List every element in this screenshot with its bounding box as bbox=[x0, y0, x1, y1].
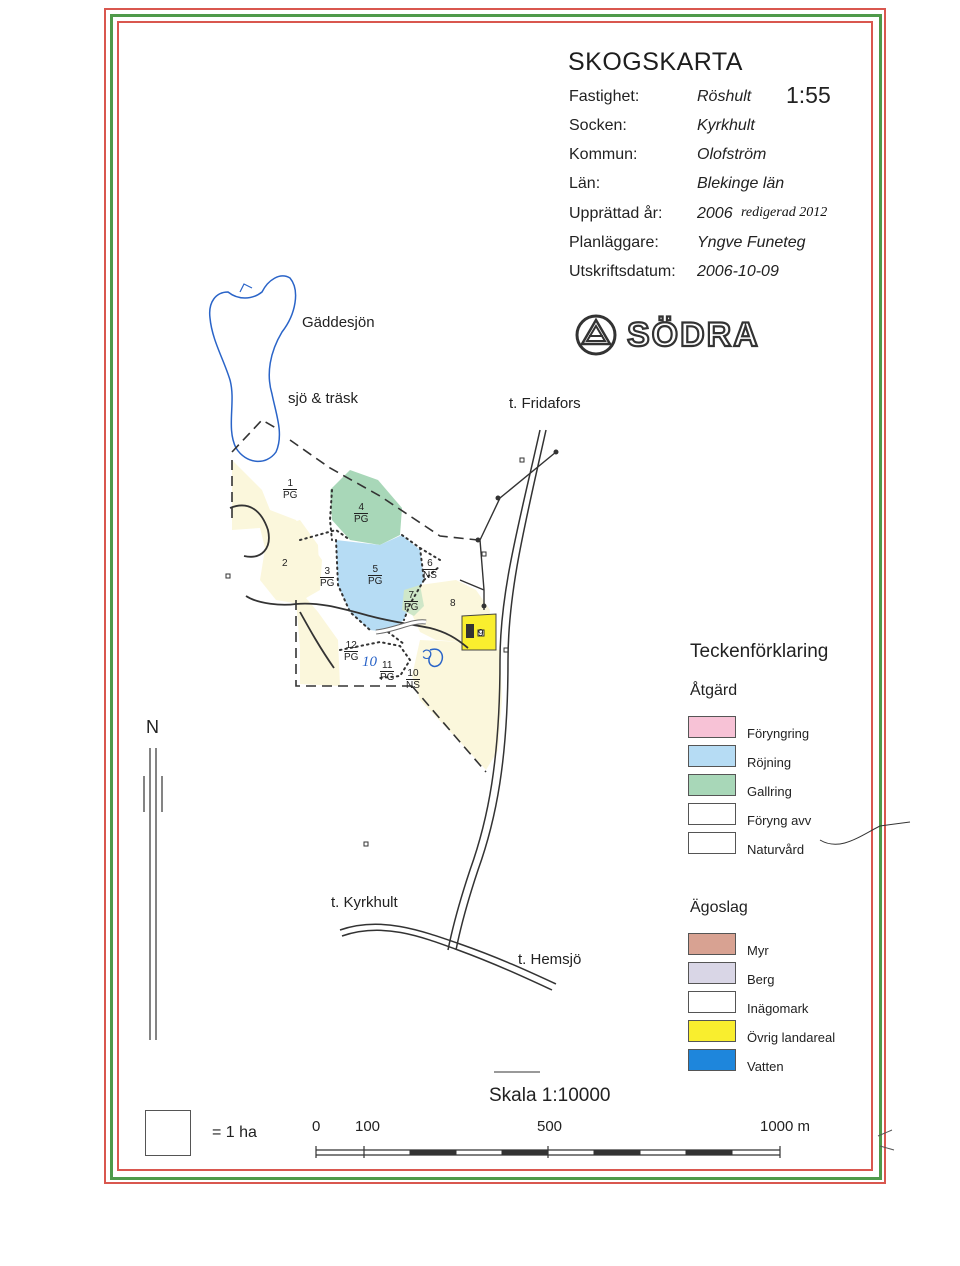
stand-5: 5 PG bbox=[368, 564, 383, 587]
road-fridafors-label: t. Fridafors bbox=[509, 395, 581, 412]
stand-11: 11 PG bbox=[380, 660, 395, 683]
road-to-fridafors-branch bbox=[460, 452, 556, 610]
swatch-gallring bbox=[688, 774, 736, 796]
label-gallring: Gallring bbox=[747, 784, 792, 799]
scale-title: Skala 1:10000 bbox=[489, 1085, 611, 1106]
label-vatten: Vatten bbox=[747, 1059, 784, 1074]
lan-value: Blekinge län bbox=[697, 175, 785, 192]
utskriftsdatum-label: Utskriftsdatum: bbox=[569, 263, 676, 280]
upprattad-label: Upprättad år: bbox=[569, 205, 663, 222]
stand-1: 1 PG bbox=[283, 478, 298, 501]
swatch-berg bbox=[688, 962, 736, 984]
label-foryng-avv: Föryng avv bbox=[747, 813, 812, 828]
stand-12: 12 PG bbox=[344, 640, 359, 663]
scale-tick-0: 0 bbox=[312, 1118, 321, 1135]
scale-ratio: 1:55 bbox=[786, 82, 831, 108]
label-ovrig-landareal: Övrig landareal bbox=[747, 1030, 836, 1045]
stand-9: 9 bbox=[478, 628, 484, 639]
lake-type-label: sjö & träsk bbox=[288, 390, 359, 407]
stand-4: 4 PG bbox=[354, 502, 369, 525]
label-inagomark: Inägomark bbox=[747, 1001, 809, 1016]
swatch-ovrig-landareal bbox=[688, 1020, 736, 1042]
north-label: N bbox=[146, 717, 159, 737]
atgard-title: Åtgärd bbox=[690, 682, 738, 699]
scale-tick-1000: 1000 m bbox=[760, 1118, 811, 1135]
stand-8: 8 bbox=[450, 598, 456, 609]
lake-gaddesjon bbox=[210, 276, 296, 461]
kommun-value: Olofström bbox=[697, 146, 767, 163]
stand-2: 2 bbox=[282, 558, 288, 569]
fastighet-value: Röshult bbox=[697, 88, 752, 105]
road-kyrkhult-label: t. Kyrkhult bbox=[331, 894, 398, 911]
road-hemsjo-label: t. Hemsjö bbox=[518, 951, 582, 968]
swatch-myr bbox=[688, 933, 736, 955]
swatch-foryng-avv bbox=[688, 803, 736, 825]
handwritten-mark: Ͻ bbox=[422, 646, 433, 662]
stand-3: 3 PG bbox=[320, 566, 335, 589]
stand-6: 6 NS bbox=[423, 558, 437, 581]
swatch-inagomark bbox=[688, 991, 736, 1013]
utskriftsdatum-value: 2006-10-09 bbox=[697, 263, 779, 280]
fastighet-label: Fastighet: bbox=[569, 88, 640, 105]
socken-value: Kyrkhult bbox=[697, 117, 755, 134]
map-title: SKOGSKARTA bbox=[568, 48, 743, 76]
stand-7: 7 PG bbox=[404, 590, 419, 613]
swatch-naturvard bbox=[688, 832, 736, 854]
swatch-foryngring bbox=[688, 716, 736, 738]
label-rojning: Röjning bbox=[747, 755, 792, 770]
revision-note: redigerad 2012 bbox=[741, 205, 828, 220]
stand-10: 10 NS bbox=[406, 668, 420, 691]
scale-tick-500: 500 bbox=[537, 1118, 563, 1135]
swatch-vatten bbox=[688, 1049, 736, 1071]
label-naturvard: Naturvård bbox=[747, 842, 805, 857]
lan-label: Län: bbox=[569, 175, 601, 192]
socken-label: Socken: bbox=[569, 117, 627, 134]
sodra-logo-text: SÖDRA bbox=[627, 316, 760, 354]
hectare-label: = 1 ha bbox=[212, 1124, 257, 1141]
legend-title: Teckenförklaring bbox=[690, 641, 829, 662]
agoslag-title: Ägoslag bbox=[690, 899, 748, 916]
label-myr: Myr bbox=[747, 943, 769, 958]
north-arrow bbox=[144, 748, 162, 1040]
label-foryngring: Föryngring bbox=[747, 726, 810, 741]
hectare-box bbox=[145, 1110, 191, 1156]
scale-tick-100: 100 bbox=[355, 1118, 381, 1135]
label-berg: Berg bbox=[747, 972, 775, 987]
scale-bar bbox=[316, 1146, 780, 1158]
swatch-rojning bbox=[688, 745, 736, 767]
upprattad-value: 2006 bbox=[697, 205, 733, 222]
planlaggare-label: Planläggare: bbox=[569, 234, 659, 251]
planlaggare-value: Yngve Funeteg bbox=[697, 234, 806, 251]
lake-name: Gäddesjön bbox=[302, 314, 375, 331]
handwritten-ten: 10 bbox=[362, 654, 377, 670]
kommun-label: Kommun: bbox=[569, 146, 638, 163]
